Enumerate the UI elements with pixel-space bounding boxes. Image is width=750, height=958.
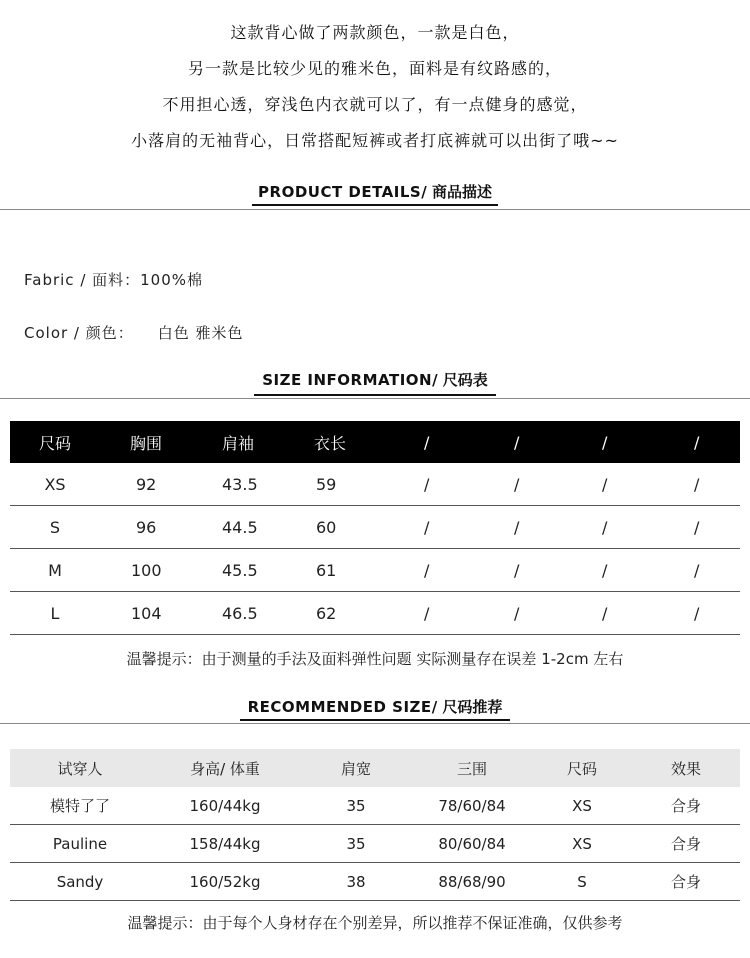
table-row	[10, 863, 740, 901]
size-cell: 96	[100, 506, 190, 549]
recommended-cell: Sandy	[10, 863, 150, 901]
size-cell: 60	[282, 506, 374, 549]
recommended-cell: 模特了了	[10, 787, 150, 825]
size-cell: /	[374, 506, 466, 549]
recommended-cell: 78/60/84	[412, 787, 532, 825]
size-header-cell: 衣长	[282, 421, 374, 463]
recommended-header-cell: 效果	[632, 749, 740, 787]
size-note: 温馨提示：由于测量的手法及面料弹性问题 实际测量存在误差 1-2cm 左右	[126, 650, 624, 668]
fabric-line	[24, 269, 203, 290]
size-cell: /	[646, 463, 740, 506]
recommended-header-cell: 身高/ 体重	[150, 749, 300, 787]
recommended-note: 温馨提示：由于每个人身材存在个别差异，所以推荐不保证准确，仅供参考	[127, 914, 623, 932]
intro-line: 这款背心做了两款颜色，一款是白色，	[230, 23, 520, 42]
size-cell: /	[466, 592, 556, 635]
size-cell: /	[556, 463, 646, 506]
recommended-size-title	[0, 696, 750, 717]
recommended-header-cell: 试穿人	[10, 749, 150, 787]
size-cell: 100	[100, 549, 190, 592]
recommended-header-cell: 尺码	[532, 749, 632, 787]
size-information-title	[0, 369, 750, 390]
size-table-header-row	[10, 421, 740, 463]
size-cell: 59	[282, 463, 374, 506]
size-header-cell: /	[466, 421, 556, 463]
table-row	[10, 825, 740, 863]
color-label: Color / 颜色：	[24, 324, 134, 342]
recommended-cell: 合身	[632, 825, 740, 863]
recommended-cell: 35	[300, 787, 412, 825]
recommended-cell: XS	[532, 787, 632, 825]
size-header-cell: /	[646, 421, 740, 463]
product-details-title-en: PRODUCT DETAILS	[258, 183, 422, 201]
recommended-header-cell: 肩宽	[300, 749, 412, 787]
size-header-cell: /	[374, 421, 466, 463]
recommended-size-title-cn: / 尺码推荐	[431, 698, 503, 716]
recommended-cell: 38	[300, 863, 412, 901]
size-table	[10, 421, 740, 635]
size-cell: 43.5	[190, 463, 282, 506]
recommended-cell: 88/68/90	[412, 863, 532, 901]
fabric-value: 100%棉	[140, 271, 204, 289]
recommended-cell: 160/52kg	[150, 863, 300, 901]
table-row	[10, 463, 740, 506]
intro-text	[0, 18, 750, 162]
size-header-cell: 尺码	[10, 421, 100, 463]
recommended-cell: 158/44kg	[150, 825, 300, 863]
recommended-cell: Pauline	[10, 825, 150, 863]
section-divider	[0, 723, 750, 724]
size-cell: /	[646, 592, 740, 635]
size-cell: 46.5	[190, 592, 282, 635]
size-information-title-en: SIZE INFORMATION	[262, 371, 433, 389]
size-cell: /	[646, 506, 740, 549]
title-underline	[240, 719, 510, 721]
size-header-cell: /	[556, 421, 646, 463]
size-cell: 61	[282, 549, 374, 592]
size-cell: L	[10, 592, 100, 635]
size-cell: /	[374, 592, 466, 635]
size-cell: XS	[10, 463, 100, 506]
section-divider	[0, 209, 750, 210]
intro-line: 不用担心透，穿浅色内衣就可以了，有一点健身的感觉，	[162, 95, 588, 114]
size-cell: /	[556, 549, 646, 592]
title-underline	[252, 204, 498, 206]
recommended-cell: 160/44kg	[150, 787, 300, 825]
recommended-size-table	[10, 749, 740, 901]
size-cell: /	[374, 549, 466, 592]
table-row	[10, 549, 740, 592]
size-cell: /	[556, 592, 646, 635]
size-cell: /	[374, 463, 466, 506]
recommended-cell: XS	[532, 825, 632, 863]
table-row	[10, 787, 740, 825]
recommended-table-header-row	[10, 749, 740, 787]
intro-line: 另一款是比较少见的雅米色，面料是有纹路感的，	[187, 59, 562, 78]
recommended-cell: 80/60/84	[412, 825, 532, 863]
table-row	[10, 592, 740, 635]
table-row	[10, 506, 740, 549]
recommended-cell: 35	[300, 825, 412, 863]
fabric-label: Fabric / 面料：	[24, 271, 141, 289]
size-cell: /	[646, 549, 740, 592]
size-cell: /	[466, 549, 556, 592]
size-cell: /	[466, 506, 556, 549]
size-cell: /	[556, 506, 646, 549]
color-line	[24, 322, 244, 343]
product-details-title	[0, 181, 750, 202]
size-header-cell: 肩袖	[190, 421, 282, 463]
section-divider	[0, 398, 750, 399]
recommended-cell: 合身	[632, 863, 740, 901]
size-header-cell: 胸围	[100, 421, 190, 463]
color-value: 白色 雅米色	[157, 324, 244, 342]
size-cell: 44.5	[190, 506, 282, 549]
size-cell: /	[466, 463, 556, 506]
size-cell: 62	[282, 592, 374, 635]
size-cell: 45.5	[190, 549, 282, 592]
size-cell: 104	[100, 592, 190, 635]
recommended-size-title-en: RECOMMENDED SIZE	[247, 698, 432, 716]
recommended-cell: S	[532, 863, 632, 901]
recommended-cell: 合身	[632, 787, 740, 825]
size-information-title-cn: / 尺码表	[432, 371, 488, 389]
recommended-header-cell: 三围	[412, 749, 532, 787]
size-cell: 92	[100, 463, 190, 506]
title-underline	[254, 394, 496, 396]
intro-line: 小落肩的无袖背心，日常搭配短裤或者打底裤就可以出街了哦~~	[131, 131, 619, 150]
size-cell: S	[10, 506, 100, 549]
product-details-title-cn: / 商品描述	[421, 183, 492, 201]
size-cell: M	[10, 549, 100, 592]
